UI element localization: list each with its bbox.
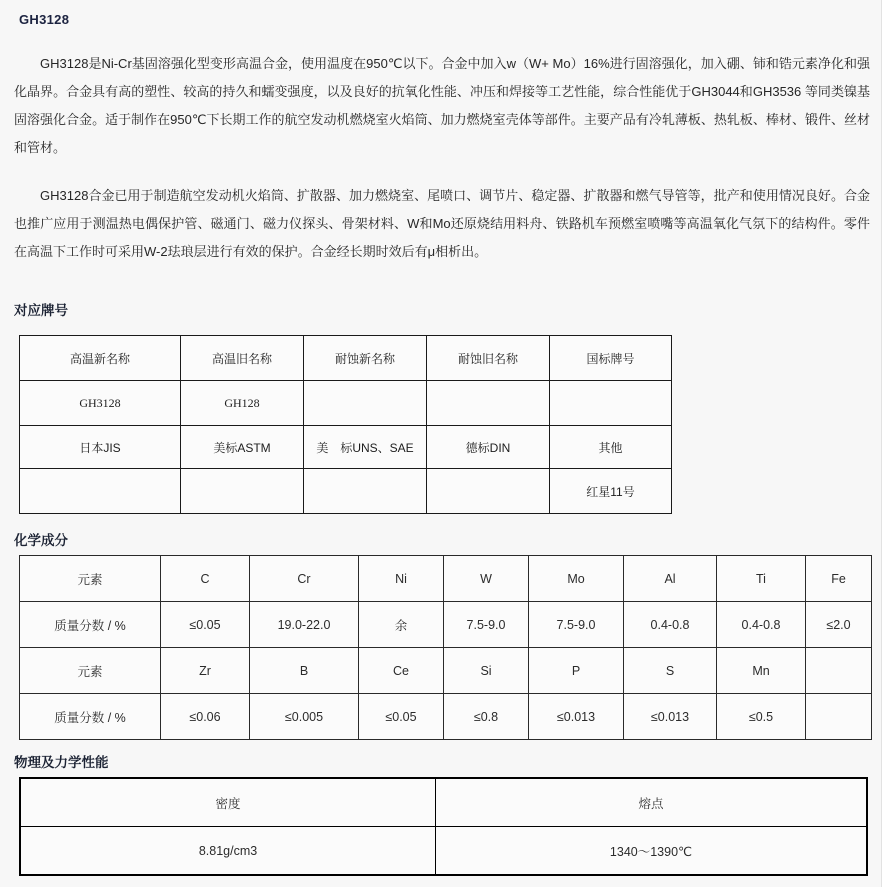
table-cell: 耐蚀新名称: [304, 336, 427, 381]
table-cell: Ti: [717, 556, 806, 602]
table-cell: 国标牌号: [550, 336, 672, 381]
table-row: [20, 336, 672, 381]
table-cell: 其他: [550, 426, 672, 469]
table-row: [20, 426, 672, 469]
table-cell: [304, 469, 427, 514]
table-cell: Ce: [359, 648, 444, 694]
table-row: [20, 602, 872, 648]
table-cell: [806, 694, 872, 740]
table-cell: GH3128: [20, 381, 181, 426]
grades-table: [19, 335, 672, 514]
table-cell: ≤0.05: [161, 602, 250, 648]
table-cell: Al: [624, 556, 717, 602]
table-cell: P: [529, 648, 624, 694]
table-cell: [427, 469, 550, 514]
table-cell: ≤0.8: [444, 694, 529, 740]
page-title: GH3128: [19, 12, 70, 27]
table-cell: 高温新名称: [20, 336, 181, 381]
table-cell: Cr: [250, 556, 359, 602]
table-row: [20, 381, 672, 426]
table-cell: 高温旧名称: [181, 336, 304, 381]
section-heading-chemical-composition: 化学成分: [14, 533, 68, 548]
table-cell: 元素: [20, 648, 161, 694]
table-cell: 质量分数 / %: [20, 602, 161, 648]
table-cell: [304, 381, 427, 426]
table-cell: 7.5-9.0: [529, 602, 624, 648]
table-cell: Mn: [717, 648, 806, 694]
table-cell: 熔点: [436, 778, 868, 827]
table-cell: 19.0-22.0: [250, 602, 359, 648]
table-cell: 美标ASTM: [181, 426, 304, 469]
table-cell: 元素: [20, 556, 161, 602]
table-cell: 日本JIS: [20, 426, 181, 469]
table-cell: ≤0.013: [529, 694, 624, 740]
table-row: [20, 778, 867, 827]
table-cell: [550, 381, 672, 426]
table-cell: 0.4-0.8: [717, 602, 806, 648]
table-cell: 德标DIN: [427, 426, 550, 469]
table-cell: C: [161, 556, 250, 602]
table-cell: Fe: [806, 556, 872, 602]
table-cell: 8.81g/cm3: [20, 827, 436, 876]
table-cell: 红星11号: [550, 469, 672, 514]
table-cell: Ni: [359, 556, 444, 602]
table-row: [20, 469, 672, 514]
table-cell: [181, 469, 304, 514]
table-cell: [427, 381, 550, 426]
table-cell: S: [624, 648, 717, 694]
table-cell: [20, 469, 181, 514]
table-cell: Mo: [529, 556, 624, 602]
table-cell: 密度: [20, 778, 436, 827]
table-cell: 0.4-0.8: [624, 602, 717, 648]
table-cell: ≤2.0: [806, 602, 872, 648]
table-row: [20, 556, 872, 602]
intro-paragraph-1: GH3128是Ni-Cr基固溶强化型变形高温合金，使用温度在950℃以下。合金中加入w（W+ Mo）16%进行固溶强化，加入硼、铈和锆元素净化和强化晶界。合金具有高的塑性、较高的持久和蠕变强度，以及良好的抗氧化性能、冲压和焊接等工艺性能，综合性能优于GH3044和GH3536 等同类镍基固溶强化合金。适于制作在950℃下长期工作的航空发动机燃烧室火焰筒、加力燃烧室壳体等部件。主要产品有冷轧薄板、热轧板、棒材、锻件、丝材和管材。: [14, 56, 870, 155]
chemical-composition-table: [19, 555, 872, 740]
table-cell: 质量分数 / %: [20, 694, 161, 740]
section-heading-grades: 对应牌号: [14, 303, 68, 318]
table-cell: 美 标UNS、SAE: [304, 426, 427, 469]
table-cell: ≤0.013: [624, 694, 717, 740]
table-cell: Zr: [161, 648, 250, 694]
table-cell: [806, 648, 872, 694]
table-row: [20, 694, 872, 740]
table-cell: 1340～1390℃: [436, 827, 868, 876]
section-heading-physical-mechanical-properties: 物理及力学性能: [14, 755, 109, 770]
table-cell: ≤0.06: [161, 694, 250, 740]
table-cell: 耐蚀旧名称: [427, 336, 550, 381]
table-cell: Si: [444, 648, 529, 694]
table-cell: GH128: [181, 381, 304, 426]
table-cell: ≤0.005: [250, 694, 359, 740]
physical-properties-table: [19, 777, 868, 876]
table-cell: 余: [359, 602, 444, 648]
table-cell: ≤0.5: [717, 694, 806, 740]
table-cell: ≤0.05: [359, 694, 444, 740]
table-cell: B: [250, 648, 359, 694]
intro-paragraph-2: GH3128合金已用于制造航空发动机火焰筒、扩散器、加力燃烧室、尾喷口、调节片、稳定器、扩散器和燃气导管等，批产和使用情况良好。合金也推广应用于测温热电偶保护管、磁通门、磁力仪探头、骨架材料、W和Mo还原烧结用料舟、铁路机车预燃室喷嘴等高温氧化气氛下的结构件。零件在高温下工作时可采用W-2珐琅层进行有效的保护。合金经长期时效后有μ相析出。: [14, 188, 870, 259]
table-row: [20, 827, 867, 876]
table-cell: W: [444, 556, 529, 602]
table-row: [20, 648, 872, 694]
table-cell: 7.5-9.0: [444, 602, 529, 648]
